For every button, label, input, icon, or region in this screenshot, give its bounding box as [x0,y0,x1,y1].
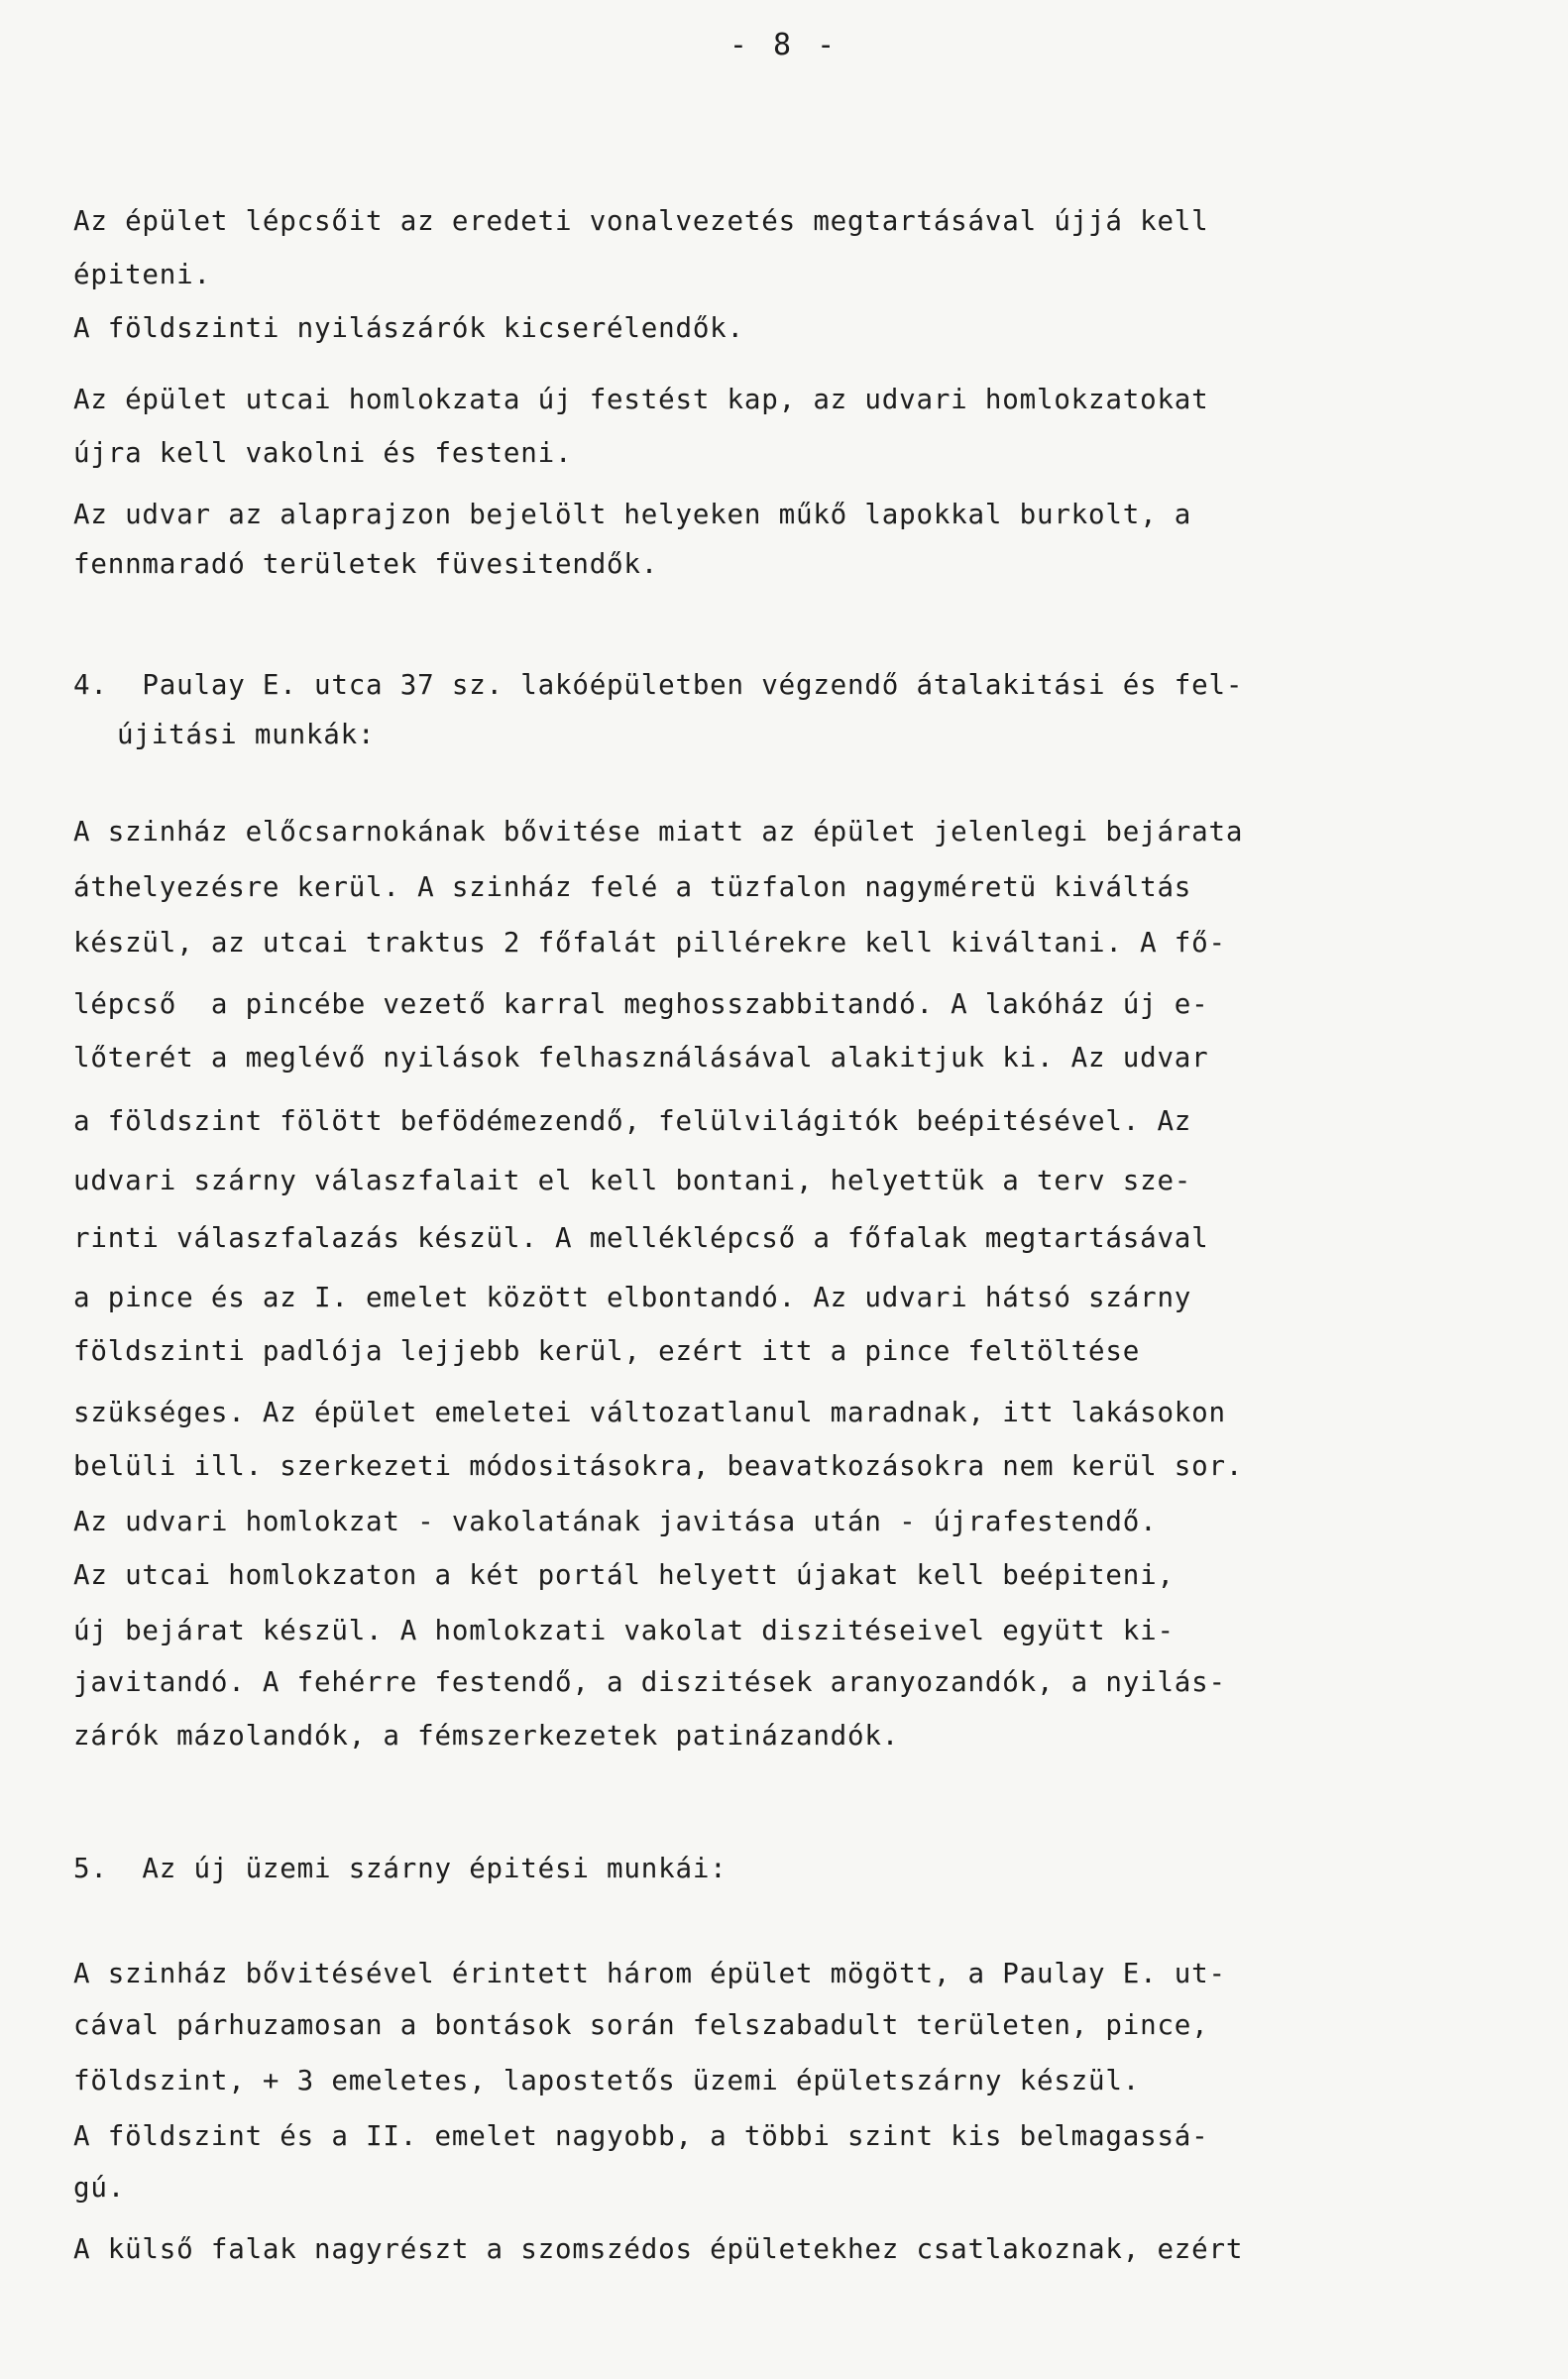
text-line: új bejárat készül. A homlokzati vakolat diszitéseivel együtt ki- [73,1615,1175,1646]
text-line: lőterét a meglévő nyilások felhasználásával alakitjuk ki. Az udvar [73,1042,1209,1074]
text-line: a pince és az I. emelet között elbontandó. Az udvari hátsó szárny [73,1282,1192,1313]
text-line: A földszinti nyilászárók kicserélendők. [73,312,744,344]
text-line: A földszint és a II. emelet nagyobb, a többi szint kis belmagassá- [73,2120,1209,2152]
text-line: belüli ill. szerkezeti módositásokra, beavatkozásokra nem kerül sor. [73,1450,1244,1482]
text-line: lépcső a pincébe vezető karral meghosszabbitandó. A lakóház új e- [73,988,1209,1020]
text-line: gú. [73,2172,126,2204]
text-line: udvari szárny válaszfalait el kell bontani, helyettük a terv sze- [73,1165,1192,1196]
text-line: cával párhuzamosan a bontások során felszabadult területen, pince, [73,2009,1209,2041]
text-line: újra kell vakolni és festeni. [73,437,573,469]
text-line: áthelyezésre kerül. A szinház felé a tüzfalon nagyméretü kiváltás [73,871,1192,903]
text-line: Az udvari homlokzat - vakolatának javitása után - újrafestendő. [73,1506,1158,1537]
text-line: a földszint fölött befödémezendő, felülvilágitók beépitésével. Az [73,1105,1192,1137]
text-line: rinti válaszfalazás készül. A melléklépcső a főfalak megtartásával [73,1222,1209,1254]
text-line: A szinház bővitésével érintett három épület mögött, a Paulay E. ut- [73,1958,1226,1989]
text-line: zárók mázolandók, a fémszerkezetek patinázandók. [73,1720,900,1752]
text-line: A külső falak nagyrészt a szomszédos épületekhez csatlakoznak, ezért [73,2233,1244,2265]
text-line: Az épület utcai homlokzata új festést kap, az udvari homlokzatokat [73,384,1209,415]
text-line: szükséges. Az épület emeletei változatlanul maradnak, itt lakásokon [73,1397,1226,1428]
text-line: Az épület lépcsőit az eredeti vonalvezetés megtartásával újjá kell [73,205,1209,237]
text-line: épiteni. [73,259,211,290]
text-line: fennmaradó területek füvesitendők. [73,548,659,580]
text-line: A szinház előcsarnokának bővitése miatt az épület jelenlegi bejárata [73,816,1244,848]
text-line: földszinti padlója lejjebb kerül, ezért itt a pince feltöltése [73,1335,1141,1367]
section-heading: 5. Az új üzemi szárny épitési munkái: [73,1853,728,1884]
text-line: földszint, + 3 emeletes, lapostetős üzemi épületszárny készül. [73,2065,1141,2096]
text-line: Az udvar az alaprajzon bejelölt helyeken műkő lapokkal burkolt, a [73,499,1192,530]
section-heading: újitási munkák: [117,719,376,750]
section-heading: 4. Paulay E. utca 37 sz. lakóépületben végzendő átalakitási és fel- [73,669,1244,701]
text-line: készül, az utcai traktus 2 főfalát pillérekre kell kiváltani. A fő- [73,927,1226,959]
text-line: Az utcai homlokzaton a két portál helyett újakat kell beépiteni, [73,1559,1175,1591]
text-line: javitandó. A fehérre festendő, a diszitések aranyozandók, a nyilás- [73,1666,1226,1698]
page-number: - 8 - [728,28,840,62]
